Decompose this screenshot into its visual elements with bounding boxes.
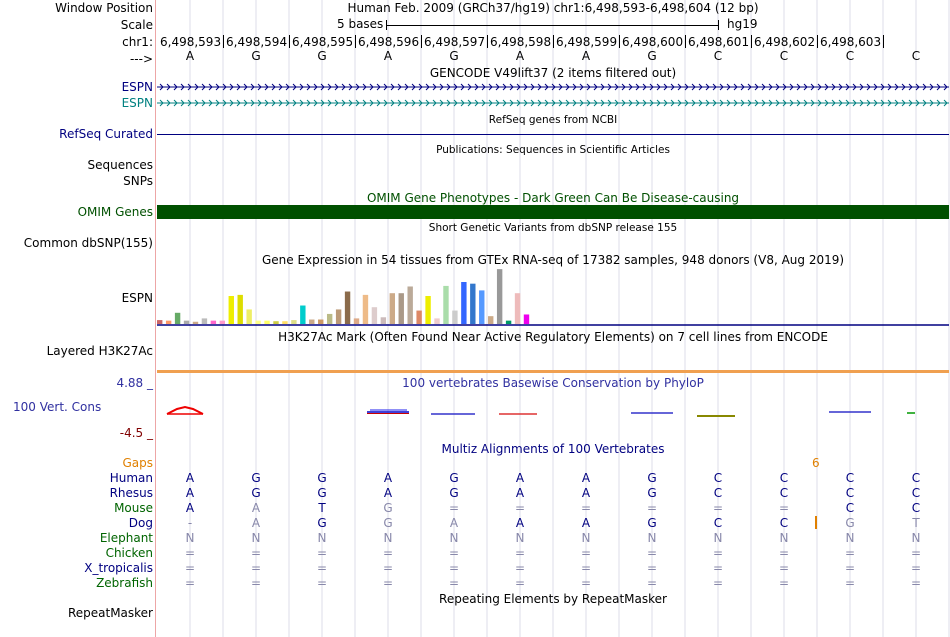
alignment-base: = — [514, 561, 526, 575]
gtex-bar — [443, 286, 448, 324]
alignment-base: C — [911, 471, 921, 485]
alignment-base: N — [647, 531, 657, 545]
alignment-base: G — [647, 516, 657, 530]
alignment-base: C — [911, 501, 921, 515]
alignment-base: = — [184, 546, 196, 560]
refseq-gene-line[interactable] — [157, 134, 949, 135]
alignment-base: N — [251, 531, 261, 545]
alignment-base: T — [912, 516, 920, 530]
gencode-title: GENCODE V49lift37 (2 items filtered out) — [429, 66, 677, 80]
window-position-label: Window Position — [55, 1, 153, 15]
sequences-label[interactable]: Sequences — [87, 158, 153, 172]
alignment-base: = — [646, 501, 658, 515]
gtex-bar — [229, 296, 234, 324]
gtex-bar — [399, 293, 404, 324]
alignment-base: N — [383, 531, 393, 545]
dbsnp-label[interactable]: Common dbSNP(155) — [23, 236, 153, 250]
scale-bar-right-tick — [718, 20, 719, 30]
omim-gene-bar[interactable] — [157, 205, 949, 219]
gtex-bar — [416, 311, 421, 324]
alignment-base: A — [251, 516, 261, 530]
alignment-base: = — [250, 561, 262, 575]
ruler-base: G — [449, 49, 459, 63]
alignment-base: = — [580, 561, 592, 575]
alignment-base: A — [383, 471, 393, 485]
gtex-bar — [470, 284, 475, 324]
scale-label: Scale — [120, 18, 153, 32]
alignment-base: G — [449, 486, 459, 500]
species-label[interactable]: Mouse — [114, 501, 153, 515]
gtex-bar — [327, 314, 332, 324]
gtex-bar — [363, 295, 368, 324]
ruler-position: 6,498,602 — [754, 35, 816, 49]
dbsnp-title: Short Genetic Variants from dbSNP release 155 — [428, 222, 678, 234]
gtex-bar — [193, 322, 198, 324]
gtex-bar — [264, 321, 269, 324]
ruler-tick — [685, 35, 686, 48]
gtex-bar — [166, 321, 171, 324]
alignment-base: N — [515, 531, 525, 545]
label-separator — [155, 0, 156, 637]
alignment-base: G — [251, 471, 261, 485]
alignment-base: = — [514, 546, 526, 560]
alignment-base: = — [712, 546, 724, 560]
gtex-bar — [372, 307, 377, 324]
gtex-bar — [524, 314, 529, 324]
ruler-tick — [289, 35, 290, 48]
alignment-base: = — [382, 546, 394, 560]
ruler-tick — [619, 35, 620, 48]
gtex-bar — [345, 292, 350, 324]
alignment-base: = — [778, 561, 790, 575]
alignment-base: A — [383, 486, 393, 500]
alignment-base: = — [712, 501, 724, 515]
gtex-bar — [175, 313, 180, 324]
ruler-tick — [817, 35, 818, 48]
alignment-base: G — [251, 486, 261, 500]
species-label[interactable]: Elephant — [99, 531, 153, 545]
espn1-gene-feature[interactable] — [157, 81, 949, 93]
alignment-base: G — [383, 516, 393, 530]
gtex-bar — [452, 311, 457, 324]
espn1-label[interactable]: ESPN — [121, 80, 153, 94]
espn2-gene-feature[interactable] — [157, 97, 949, 109]
h3k27ac-title: H3K27Ac Mark (Often Found Near Active Regulatory Elements) on 7 cell lines from ENCODE — [278, 330, 828, 344]
cons-label[interactable]: 100 Vert. Cons — [13, 400, 102, 414]
gtex-bar — [381, 317, 386, 324]
alignment-base: C — [779, 516, 789, 530]
gtex-bar — [479, 290, 484, 324]
alignment-base: C — [845, 471, 855, 485]
species-label[interactable]: Chicken — [105, 546, 153, 560]
multiz-title: Multiz Alignments of 100 Vertebrates — [441, 442, 665, 456]
alignment-base: T — [318, 501, 326, 515]
ruler-base: A — [185, 49, 195, 63]
gtex-bar — [291, 320, 296, 324]
alignment-base: = — [580, 501, 592, 515]
alignment-base: = — [778, 546, 790, 560]
alignment-base: G — [845, 516, 855, 530]
ruler-tick — [883, 35, 884, 48]
h3k27ac-signal[interactable] — [157, 370, 949, 373]
gtex-bar — [336, 309, 341, 324]
alignment-base: N — [581, 531, 591, 545]
alignment-base: G — [449, 471, 459, 485]
gtex-bar-chart[interactable] — [157, 267, 949, 327]
alignment-base: = — [712, 561, 724, 575]
alignment-base: G — [383, 501, 393, 515]
ruler-base: A — [581, 49, 591, 63]
gtex-bar — [354, 318, 359, 324]
alignment-base: N — [911, 531, 921, 545]
refseq-title: RefSeq genes from NCBI — [488, 114, 618, 126]
alignment-base: N — [713, 531, 723, 545]
ruler-base: A — [515, 49, 525, 63]
ruler-position: 6,498,597 — [424, 35, 486, 49]
gtex-bar — [211, 321, 216, 324]
alignment-base: A — [185, 486, 195, 500]
gtex-bar — [506, 321, 511, 324]
ruler-position: 6,498,601 — [688, 35, 750, 49]
alignment-base: = — [514, 576, 526, 590]
ruler-position: 6,498,593 — [160, 35, 222, 49]
scale-db: hg19 — [727, 17, 758, 31]
alignment-base: = — [910, 561, 922, 575]
ruler-position: 6,498,596 — [358, 35, 420, 49]
alignment-base: = — [184, 561, 196, 575]
gap-marker — [815, 516, 817, 529]
gtex-bar — [184, 321, 189, 324]
alignment-base: = — [184, 576, 196, 590]
species-label[interactable]: Human — [109, 471, 153, 485]
ruler-tick — [553, 35, 554, 48]
alignment-base: = — [646, 546, 658, 560]
alignment-base: = — [844, 561, 856, 575]
ruler-base: G — [317, 49, 327, 63]
alignment-base: C — [713, 486, 723, 500]
gtex-bar — [273, 321, 278, 324]
gtex-bar — [461, 282, 466, 324]
alignment-base: A — [515, 486, 525, 500]
phylop-signal[interactable] — [157, 404, 949, 422]
alignment-base: A — [185, 471, 195, 485]
gtex-bar — [220, 321, 225, 324]
alignment-base: - — [187, 516, 193, 530]
alignment-base: = — [778, 501, 790, 515]
ruler-position: 6,498,598 — [490, 35, 552, 49]
alignment-base: = — [778, 576, 790, 590]
alignment-base: = — [646, 561, 658, 575]
h3k27ac-label[interactable]: Layered H3K27Ac — [46, 344, 153, 358]
refseq-label[interactable]: RefSeq Curated — [59, 127, 153, 141]
ruler-position: 6,498,603 — [820, 35, 882, 49]
alignment-base: = — [514, 501, 526, 515]
gtex-label[interactable]: ESPN — [121, 291, 153, 305]
alignment-base: = — [250, 576, 262, 590]
gtex-bar — [488, 316, 493, 324]
alignment-base: A — [185, 501, 195, 515]
alignment-base: G — [317, 471, 327, 485]
snps-label[interactable]: SNPs — [123, 174, 153, 188]
alignment-base: A — [581, 471, 591, 485]
alignment-base: C — [779, 471, 789, 485]
alignment-base: C — [911, 486, 921, 500]
chrom-label: chr1: — [122, 35, 153, 49]
publications-title: Publications: Sequences in Scientific Articles — [436, 144, 670, 156]
alignment-base: = — [712, 576, 724, 590]
alignment-base: = — [448, 561, 460, 575]
alignment-base: = — [316, 576, 328, 590]
ruler-base: G — [251, 49, 261, 63]
repeat-title: Repeating Elements by RepeatMasker — [439, 592, 667, 606]
ruler-tick — [355, 35, 356, 48]
alignment-base: N — [185, 531, 195, 545]
alignment-base: C — [713, 516, 723, 530]
scale-bar-text: 5 bases — [337, 17, 384, 31]
alignment-base: = — [910, 576, 922, 590]
species-label[interactable]: Rhesus — [109, 486, 153, 500]
gtex-bar — [300, 306, 305, 324]
alignment-base: N — [317, 531, 327, 545]
alignment-base: A — [581, 486, 591, 500]
alignment-base: G — [317, 516, 327, 530]
gaps-label: Gaps — [122, 456, 153, 470]
alignment-base: C — [779, 486, 789, 500]
alignment-base: = — [910, 546, 922, 560]
ruler-base: C — [779, 49, 789, 63]
alignment-base: = — [250, 546, 262, 560]
ruler-base: C — [911, 49, 921, 63]
alignment-base: = — [448, 576, 460, 590]
ruler-base: G — [647, 49, 657, 63]
ruler-tick — [487, 35, 488, 48]
gtex-bar — [497, 269, 502, 324]
alignment-base: G — [647, 486, 657, 500]
alignment-base: = — [382, 561, 394, 575]
alignment-base: = — [646, 576, 658, 590]
gtex-bar — [425, 296, 430, 324]
omim-label[interactable]: OMIM Genes — [77, 205, 153, 219]
ruler-position: 6,498,595 — [292, 35, 354, 49]
ruler-position: 6,498,600 — [622, 35, 684, 49]
alignment-base: A — [251, 501, 261, 515]
alignment-base: = — [580, 546, 592, 560]
gtex-bar — [238, 295, 243, 324]
species-label[interactable]: X_tropicalis — [84, 561, 153, 575]
gtex-bar — [282, 321, 287, 324]
alignment-base: = — [844, 576, 856, 590]
gtex-bar — [157, 320, 162, 324]
espn2-label[interactable]: ESPN — [121, 96, 153, 110]
alignment-base: G — [317, 486, 327, 500]
assembly-position: Human Feb. 2009 (GRCh37/hg19) chr1:6,498,593-6,498,604 (12 bp) — [347, 1, 759, 15]
alignment-base: C — [845, 486, 855, 500]
gtex-bar — [309, 320, 314, 324]
alignment-base: C — [713, 471, 723, 485]
ruler-tick — [421, 35, 422, 48]
alignment-base: A — [449, 516, 459, 530]
alignment-base: N — [779, 531, 789, 545]
gtex-bar — [390, 293, 395, 324]
gtex-bar — [246, 309, 251, 324]
alignment-base: G — [647, 471, 657, 485]
ruler-base: C — [845, 49, 855, 63]
strand-label: ---> — [129, 52, 153, 66]
gtex-bar — [434, 318, 439, 324]
cons-min-label: -4.5 _ — [119, 426, 153, 440]
alignment-base: C — [845, 501, 855, 515]
ruler-tick — [751, 35, 752, 48]
cons-max-label: 4.88 _ — [116, 376, 153, 390]
ruler-base: A — [383, 49, 393, 63]
alignment-base: = — [382, 576, 394, 590]
gtex-bar — [407, 286, 412, 324]
alignment-base: = — [448, 501, 460, 515]
gtex-title: Gene Expression in 54 tissues from GTEx RNA-seq of 17382 samples, 948 donors (V8, Aug 2019) — [261, 253, 845, 267]
ruler-tick — [223, 35, 224, 48]
alignment-base: N — [845, 531, 855, 545]
alignment-base: A — [515, 516, 525, 530]
alignment-base: N — [449, 531, 459, 545]
cons-title: 100 vertebrates Basewise Conservation by PhyloP — [402, 376, 704, 390]
ruler-base: C — [713, 49, 723, 63]
alignment-base: = — [580, 576, 592, 590]
omim-title: OMIM Gene Phenotypes - Dark Green Can Be Disease-causing — [366, 191, 740, 205]
alignment-base: = — [844, 546, 856, 560]
species-label[interactable]: Zebrafish — [96, 576, 153, 590]
species-label[interactable]: Dog — [128, 516, 153, 530]
ruler-position: 6,498,594 — [226, 35, 288, 49]
scale-bar — [386, 25, 718, 26]
repeat-label[interactable]: RepeatMasker — [67, 606, 153, 620]
alignment-base: = — [448, 546, 460, 560]
alignment-base: A — [581, 516, 591, 530]
gtex-bar — [318, 320, 323, 324]
alignment-base: = — [316, 546, 328, 560]
gtex-bar — [515, 293, 520, 324]
alignment-base: A — [515, 471, 525, 485]
gtex-bar — [255, 321, 260, 324]
gap-count: 6 — [812, 456, 820, 470]
alignment-base: = — [316, 561, 328, 575]
ruler-position: 6,498,599 — [556, 35, 618, 49]
scale-bar-left-tick — [386, 20, 387, 30]
gtex-bar — [202, 318, 207, 324]
